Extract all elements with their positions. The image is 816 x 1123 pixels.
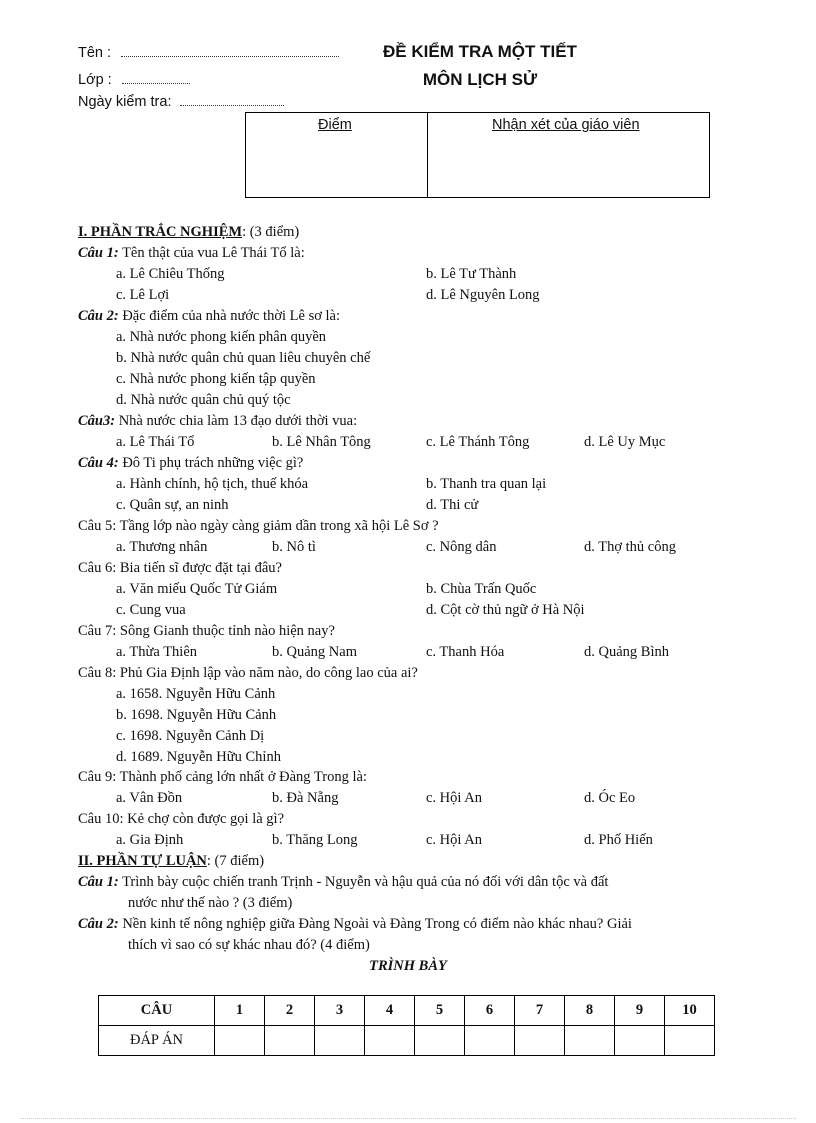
- q5-option-b: b. Nô tì: [272, 539, 316, 555]
- answer-cell[interactable]: [315, 1026, 365, 1056]
- answer-cell[interactable]: [565, 1026, 615, 1056]
- q7-option-c: c. Thanh Hóa: [426, 644, 505, 660]
- q6-option-a: a. Văn miếu Quốc Tử Giám: [116, 581, 278, 597]
- q6-option-c: c. Cung vua: [116, 602, 186, 618]
- q9-option-a: a. Vân Đồn: [116, 790, 183, 806]
- q1-option-a: a. Lê Chiêu Thống: [116, 266, 225, 282]
- q6-option-b: b. Chùa Trấn Quốc: [426, 581, 537, 597]
- question-number-cell: 2: [265, 996, 315, 1026]
- question-7: Câu 7: Sông Gianh thuộc tỉnh nào hiện nay?: [78, 623, 335, 639]
- essay-question-2-cont: thích vì sao có sự khác nhau đó? (4 điểm): [128, 937, 370, 953]
- date-blank[interactable]: [180, 93, 284, 106]
- page-bottom-rule: [20, 1118, 796, 1119]
- q6-option-d: d. Cột cờ thủ ngữ ở Hà Nội: [426, 602, 585, 618]
- grade-box: [245, 112, 710, 198]
- q9-option-d: d. Óc Eo: [584, 790, 636, 806]
- q4-option-c: c. Quân sự, an ninh: [116, 497, 229, 513]
- question-number-cell: 7: [515, 996, 565, 1026]
- question-1: Câu 1: Tên thật của vua Lê Thái Tổ là:: [78, 245, 305, 261]
- q7-option-d: d. Quảng Bình: [584, 644, 669, 660]
- teacher-comment-label: Nhận xét của giáo viên: [492, 117, 640, 133]
- answer-table: [98, 995, 715, 1056]
- q2-option-d: d. Nhà nước quân chủ quý tộc: [116, 392, 291, 408]
- question-number-cell: 8: [565, 996, 615, 1026]
- q10-option-a: a. Gia Định: [116, 832, 184, 848]
- answer-cell[interactable]: [515, 1026, 565, 1056]
- q9-option-b: b. Đà Nẵng: [272, 790, 339, 806]
- answer-cell[interactable]: [465, 1026, 515, 1056]
- question-9: Câu 9: Thành phố cảng lớn nhất ở Đàng Trong là:: [78, 769, 367, 785]
- q9-option-c: c. Hội An: [426, 790, 482, 806]
- q3-option-b: b. Lê Nhân Tông: [272, 434, 371, 450]
- question-3: Câu3: Nhà nước chia làm 13 đạo dưới thời vua:: [78, 413, 358, 429]
- question-2: Câu 2: Đặc điểm của nhà nước thời Lê sơ là:: [78, 308, 341, 324]
- date-label: Ngày kiểm tra:: [78, 94, 172, 110]
- presentation-heading: TRÌNH BÀY: [369, 958, 447, 974]
- q10-option-d: d. Phố Hiến: [584, 832, 653, 848]
- q3-option-c: c. Lê Thánh Tông: [426, 434, 530, 450]
- q8-option-c: c. 1698. Nguyễn Cảnh Dị: [116, 728, 265, 744]
- question-number-cell: 6: [465, 996, 515, 1026]
- answer-cell[interactable]: [215, 1026, 265, 1056]
- q2-option-b: b. Nhà nước quân chủ quan liêu chuyên chế: [116, 350, 371, 366]
- class-label: Lớp :: [78, 72, 112, 88]
- question-number-cell: 3: [315, 996, 365, 1026]
- answer-cell[interactable]: [265, 1026, 315, 1056]
- q1-option-c: c. Lê Lợi: [116, 287, 170, 303]
- question-6: Câu 6: Bia tiến sĩ được đặt tại đâu?: [78, 560, 282, 576]
- essay-question-2: Câu 2: Nền kinh tế nông nghiệp giữa Đàng Ngoài và Đàng Trong có điểm nào khác nhau? Giải: [78, 916, 632, 932]
- date-field[interactable]: [78, 93, 284, 110]
- q10-option-c: c. Hội An: [426, 832, 482, 848]
- q5-option-d: d. Thợ thủ công: [584, 539, 676, 555]
- q4-option-d: d. Thi cử: [426, 497, 479, 513]
- q7-option-a: a. Thừa Thiên: [116, 644, 198, 660]
- name-label: Tên :: [78, 45, 112, 61]
- q5-option-c: c. Nông dân: [426, 539, 497, 555]
- answer-header-cell: ĐÁP ÁN: [99, 1026, 215, 1056]
- score-label: Điểm: [318, 117, 352, 133]
- question-10: Câu 10: Kẻ chợ còn được gọi là gì?: [78, 811, 285, 827]
- q8-option-d: d. 1689. Nguyễn Hữu Chỉnh: [116, 749, 281, 765]
- q1-option-b: b. Lê Tư Thành: [426, 266, 517, 282]
- q2-option-c: c. Nhà nước phong kiến tập quyền: [116, 371, 316, 387]
- page-title: ĐỀ KIỂM TRA MỘT TIẾT: [383, 42, 577, 61]
- q1-option-d: d. Lê Nguyên Long: [426, 287, 540, 303]
- grade-box-divider: [427, 113, 428, 197]
- question-number-cell: 10: [665, 996, 715, 1026]
- q8-option-b: b. 1698. Nguyễn Hữu Cảnh: [116, 707, 277, 723]
- part2-heading: II. PHẦN TỰ LUẬN: (7 điểm): [78, 853, 265, 869]
- q3-option-d: d. Lê Uy Mục: [584, 434, 666, 450]
- essay-question-1-cont: nước như thế nào ? (3 điểm): [128, 895, 293, 911]
- question-number-cell: 4: [365, 996, 415, 1026]
- page-subtitle: MÔN LỊCH SỬ: [422, 70, 538, 89]
- q3-option-a: a. Lê Thái Tổ: [116, 434, 195, 450]
- answer-cell[interactable]: [665, 1026, 715, 1056]
- question-number-cell: 5: [415, 996, 465, 1026]
- q4-option-a: a. Hành chính, hộ tịch, thuế khóa: [116, 476, 309, 492]
- answer-cell[interactable]: [615, 1026, 665, 1056]
- question-number-cell: 1: [215, 996, 265, 1026]
- question-number-cell: 9: [615, 996, 665, 1026]
- answer-table-row-answers: [99, 1026, 715, 1056]
- question-8: Câu 8: Phủ Gia Định lập vào năm nào, do công lao của ai?: [78, 665, 418, 681]
- q4-option-b: b. Thanh tra quan lại: [426, 476, 547, 492]
- question-header-cell: CÂU: [99, 996, 215, 1026]
- question-5: Câu 5: Tầng lớp nào ngày càng giảm dần trong xã hội Lê Sơ ?: [78, 518, 439, 534]
- essay-question-1: Câu 1: Trình bày cuộc chiến tranh Trịnh - Nguyễn và hậu quả của nó đối với dân tộc và đất: [78, 874, 609, 890]
- answer-table-row-questions: [99, 996, 715, 1026]
- name-field[interactable]: [78, 44, 339, 61]
- q8-option-a: a. 1658. Nguyễn Hữu Cảnh: [116, 686, 276, 702]
- q7-option-b: b. Quảng Nam: [272, 644, 357, 660]
- q10-option-b: b. Thăng Long: [272, 832, 358, 848]
- part1-heading: I. PHẦN TRẮC NGHIỆM: (3 điểm): [78, 224, 300, 240]
- question-4: Câu 4: Đô Ti phụ trách những việc gì?: [78, 455, 304, 471]
- q5-option-a: a. Thương nhân: [116, 539, 208, 555]
- class-blank[interactable]: [122, 71, 190, 84]
- answer-cell[interactable]: [415, 1026, 465, 1056]
- q2-option-a: a. Nhà nước phong kiến phân quyền: [116, 329, 327, 345]
- class-field[interactable]: [78, 71, 190, 88]
- name-blank[interactable]: [121, 44, 339, 57]
- answer-cell[interactable]: [365, 1026, 415, 1056]
